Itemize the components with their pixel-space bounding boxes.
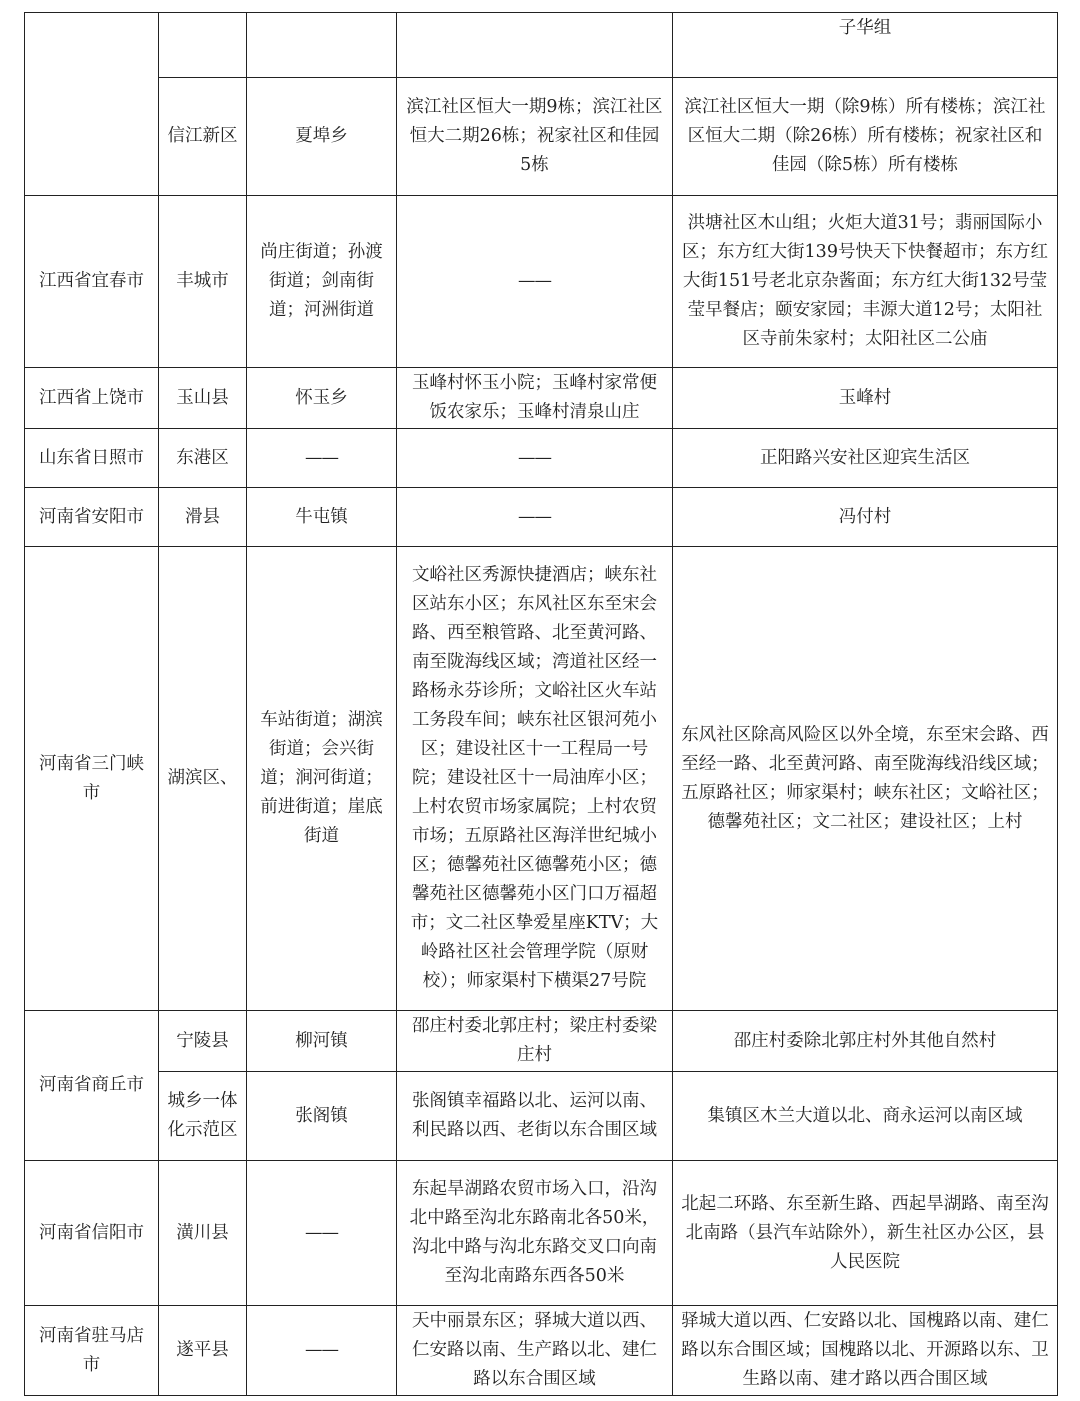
table-row [25, 78, 1058, 196]
mid-risk-cell: 子华组 [673, 13, 1058, 78]
table-row [25, 196, 1058, 368]
table-row [25, 547, 1058, 1011]
province-cell [25, 13, 159, 196]
mid-risk-cell: 集镇区木兰大道以北、商永运河以南区域 [673, 1072, 1058, 1161]
mid-risk-cell: 邵庄村委除北郭庄村外其他自然村 [673, 1011, 1058, 1072]
table-row [25, 368, 1058, 429]
high-risk-cell: 滨江社区恒大一期9栋；滨江社区恒大二期26栋；祝家社区和佳园5栋 [397, 78, 673, 196]
county-cell: 玉山县 [159, 368, 247, 429]
town-cell: —— [247, 429, 397, 488]
county-cell: 潢川县 [159, 1161, 247, 1306]
mid-risk-cell: 冯付村 [673, 488, 1058, 547]
risk-area-table [24, 12, 1058, 1396]
town-cell: 车站街道；湖滨街道；会兴街道；涧河街道；前进街道；崖底街道 [247, 547, 397, 1011]
county-cell: 信江新区 [159, 78, 247, 196]
mid-risk-cell: 正阳路兴安社区迎宾生活区 [673, 429, 1058, 488]
town-cell: 怀玉乡 [247, 368, 397, 429]
high-risk-cell: 邵庄村委北郭庄村；梁庄村委梁庄村 [397, 1011, 673, 1072]
province-cell: 河南省安阳市 [25, 488, 159, 547]
high-risk-cell: —— [397, 196, 673, 368]
high-risk-cell: 天中丽景东区；驿城大道以西、仁安路以南、生产路以北、建仁路以东合围区域 [397, 1306, 673, 1396]
mid-risk-cell: 滨江社区恒大一期（除9栋）所有楼栋；滨江社区恒大二期（除26栋）所有楼栋；祝家社区和佳园（除5栋）所有楼栋 [673, 78, 1058, 196]
table-row [25, 1306, 1058, 1396]
mid-risk-cell: 驿城大道以西、仁安路以北、国槐路以南、建仁路以东合围区域；国槐路以北、开源路以东、卫生路以南、建才路以西合围区域 [673, 1306, 1058, 1396]
county-cell: 城乡一体化示范区 [159, 1072, 247, 1161]
county-cell: 东港区 [159, 429, 247, 488]
county-cell: 湖滨区、 [159, 547, 247, 1011]
table-row [25, 1072, 1058, 1161]
town-cell: —— [247, 1161, 397, 1306]
table-row [25, 1011, 1058, 1072]
province-cell: 河南省信阳市 [25, 1161, 159, 1306]
county-cell: 滑县 [159, 488, 247, 547]
high-risk-cell: 张阁镇幸福路以北、运河以南、利民路以西、老街以东合围区域 [397, 1072, 673, 1161]
county-cell: 丰城市 [159, 196, 247, 368]
high-risk-cell: —— [397, 429, 673, 488]
high-risk-cell [397, 13, 673, 78]
town-cell: 夏埠乡 [247, 78, 397, 196]
province-cell: 河南省三门峡市 [25, 547, 159, 1011]
province-cell: 江西省宜春市 [25, 196, 159, 368]
province-cell: 江西省上饶市 [25, 368, 159, 429]
province-cell: 山东省日照市 [25, 429, 159, 488]
table-row [25, 13, 1058, 78]
county-cell: 遂平县 [159, 1306, 247, 1396]
table-row [25, 1161, 1058, 1306]
mid-risk-cell: 东风社区除高风险区以外全境，东至宋会路、西至经一路、北至黄河路、南至陇海线沿线区域；五原路社区；师家渠村；峡东社区；文峪社区；德馨苑社区；文二社区；建设社区；上村 [673, 547, 1058, 1011]
town-cell: —— [247, 1306, 397, 1396]
town-cell: 尚庄街道；孙渡街道；剑南街道；河洲街道 [247, 196, 397, 368]
town-cell: 张阁镇 [247, 1072, 397, 1161]
county-cell: 宁陵县 [159, 1011, 247, 1072]
high-risk-cell: 东起旱湖路农贸市场入口，沿沟北中路至沟北东路南北各50米，沟北中路与沟北东路交叉口向南至沟北南路东西各50米 [397, 1161, 673, 1306]
mid-risk-cell: 玉峰村 [673, 368, 1058, 429]
mid-risk-cell: 北起二环路、东至新生路、西起旱湖路、南至沟北南路（县汽车站除外），新生社区办公区，县人民医院 [673, 1161, 1058, 1306]
county-cell [159, 13, 247, 78]
mid-risk-cell: 洪塘社区木山组；火炬大道31号；翡丽国际小区；东方红大街139号快天下快餐超市；东方红大街151号老北京杂酱面；东方红大街132号莹莹早餐店；颐安家园；丰源大道12号；太阳社区寺前朱家村；太阳社区二公庙 [673, 196, 1058, 368]
high-risk-cell: 文峪社区秀源快捷酒店；峡东社区站东小区；东风社区东至宋会路、西至粮管路、北至黄河路、南至陇海线区域；湾道社区经一路杨永芬诊所；文峪社区火车站工务段车间；峡东社区银河苑小区；建设社区十一工程局一号院；建设社区十一局油库小区；上村农贸市场家属院；上村农贸市场；五原路社区海洋世纪城小区；德馨苑社区德馨苑小区；德馨苑社区德馨苑小区门口万福超市；文二社区挚爱星座KTV；大岭路社区社会管理学院（原财校）；师家渠村下横渠27号院 [397, 547, 673, 1011]
town-cell [247, 13, 397, 78]
high-risk-cell: 玉峰村怀玉小院；玉峰村家常便饭农家乐；玉峰村清泉山庄 [397, 368, 673, 429]
table-row [25, 429, 1058, 488]
town-cell: 柳河镇 [247, 1011, 397, 1072]
table-row [25, 488, 1058, 547]
province-cell: 河南省商丘市 [25, 1011, 159, 1161]
high-risk-cell: —— [397, 488, 673, 547]
town-cell: 牛屯镇 [247, 488, 397, 547]
province-cell: 河南省驻马店市 [25, 1306, 159, 1396]
